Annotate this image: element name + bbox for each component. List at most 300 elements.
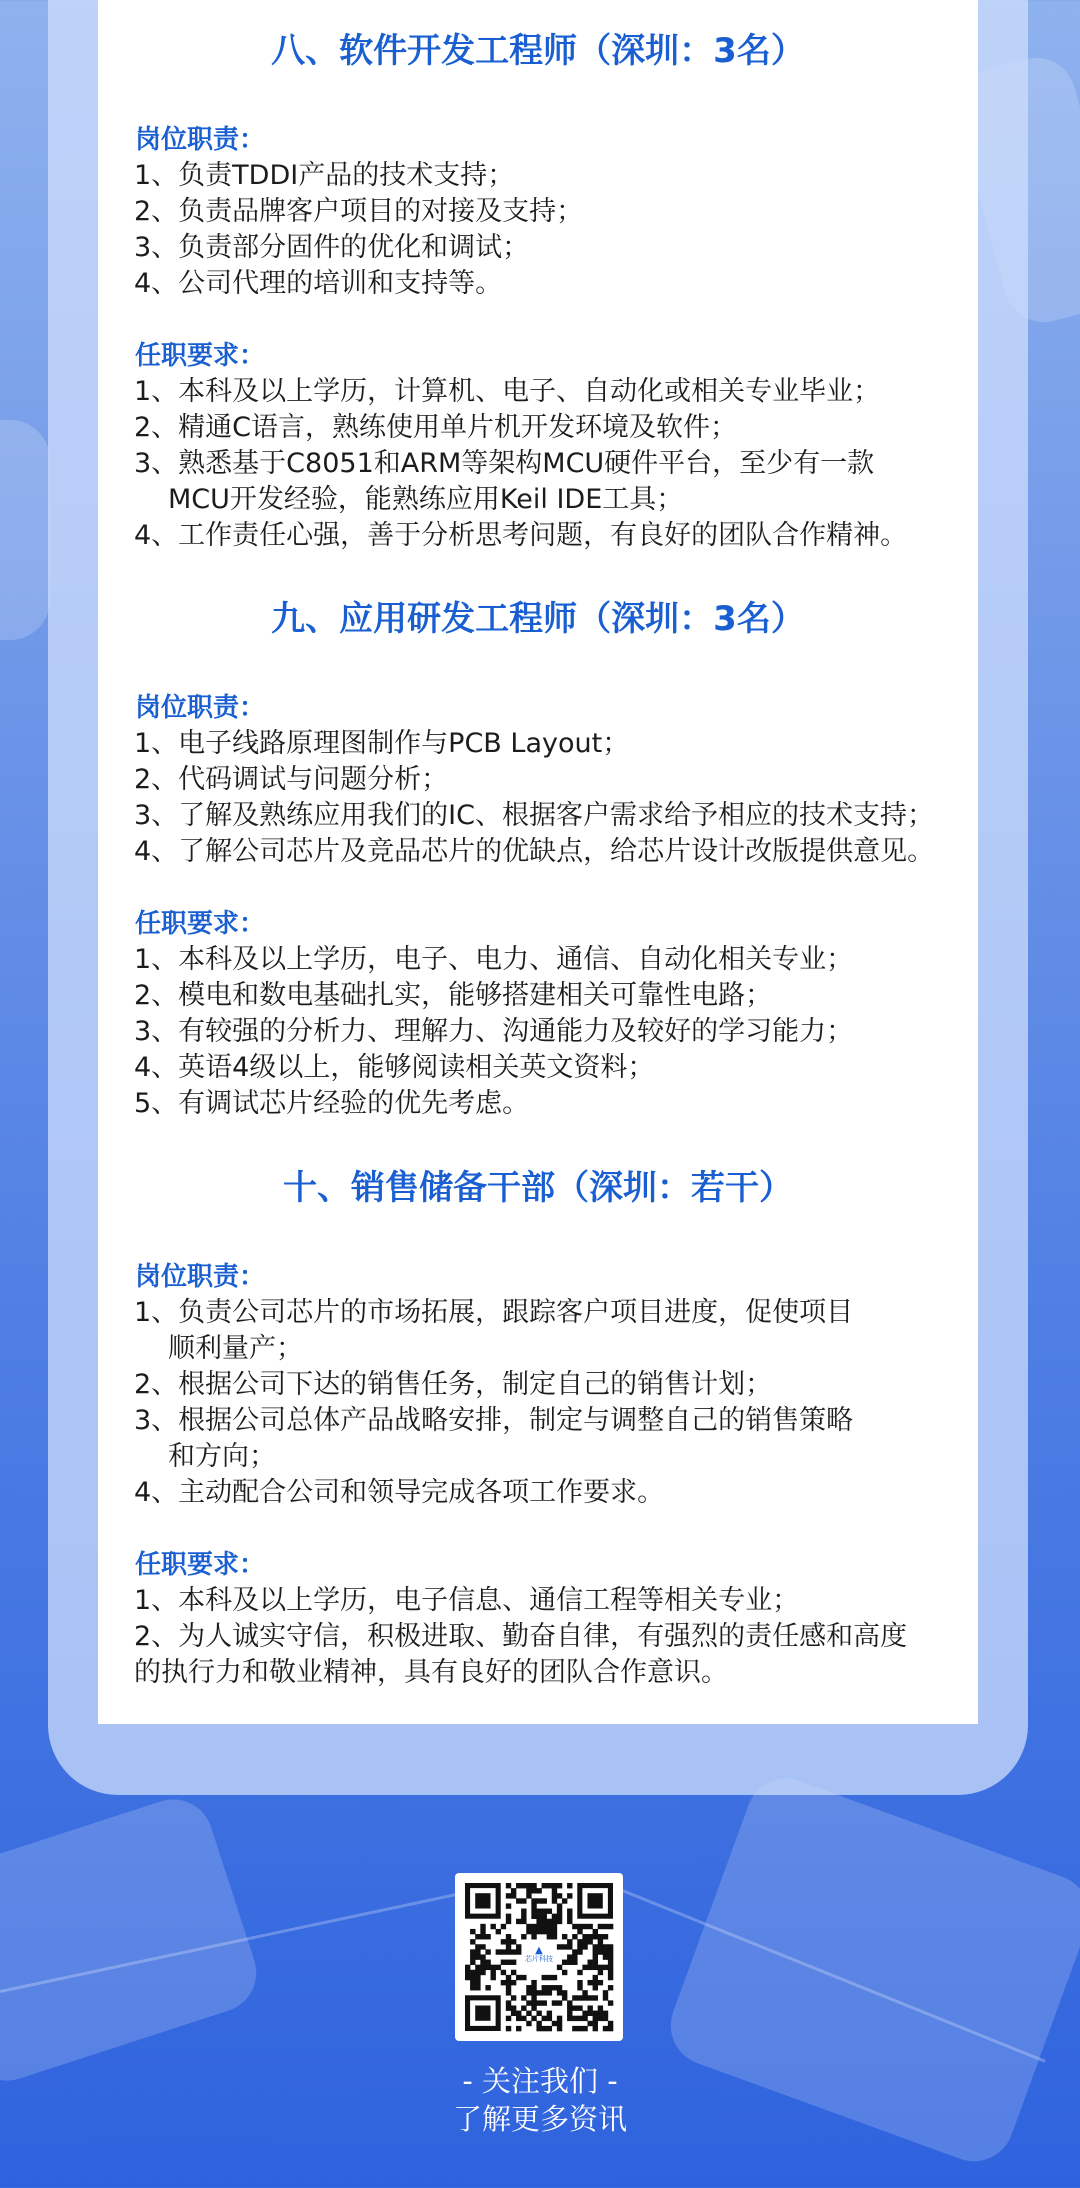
qr-module	[511, 1949, 516, 1954]
qr-module	[536, 2011, 541, 2016]
qr-module	[475, 1980, 480, 1985]
requirement-item: 3、熟悉基于C8051和ARM等架构MCU硬件平台，至少有一款	[134, 448, 875, 479]
qr-module	[557, 1893, 562, 1898]
qr-module	[608, 1985, 613, 1990]
qr-module	[485, 1934, 490, 1939]
qr-module	[531, 1898, 536, 1903]
qr-module	[577, 1970, 582, 1975]
qr-module	[531, 1934, 536, 1939]
qr-module	[485, 1949, 490, 1954]
duty-item: 1、负责TDDI产品的技术支持；	[134, 160, 515, 191]
qr-module	[572, 2016, 577, 2021]
qr-module	[536, 2000, 541, 2005]
qr-module	[526, 1893, 531, 1898]
qr-module	[536, 1898, 541, 1903]
qr-module	[470, 1985, 475, 1990]
qr-module	[557, 2016, 562, 2021]
qr-module	[521, 1898, 526, 1903]
qr-module	[542, 1975, 547, 1980]
job-section-sales-trainee	[98, 1163, 978, 1691]
qr-module	[536, 1888, 541, 1893]
qr-module	[582, 1924, 587, 1929]
qr-module	[511, 1980, 516, 1985]
qr-module	[506, 1960, 511, 1965]
qr-module	[567, 2011, 572, 2016]
qr-module	[593, 1960, 598, 1965]
qr-module	[552, 1929, 557, 1934]
qr-module	[547, 1929, 552, 1934]
qr-module	[542, 1898, 547, 1903]
qr-module	[603, 2016, 608, 2021]
qr-module	[608, 1970, 613, 1975]
qr-module	[552, 1883, 557, 1888]
duty-item-continued: 和方向；	[168, 1441, 276, 1472]
qr-module	[491, 1975, 496, 1980]
qr-module	[521, 1914, 526, 1919]
qr-module	[480, 1929, 485, 1934]
qr-module	[511, 1939, 516, 1944]
qr-module	[475, 1934, 480, 1939]
duty-item: 3、负责部分固件的优化和调试；	[134, 232, 530, 263]
qr-module	[521, 2005, 526, 2010]
qr-module	[516, 1898, 521, 1903]
qr-module	[475, 1944, 480, 1949]
qr-module	[536, 1919, 541, 1924]
qr-module	[593, 1954, 598, 1959]
duty-item: 4、了解公司芯片及竞品芯片的优缺点，给芯片设计改版提供意见。	[134, 836, 935, 867]
qr-module	[603, 2011, 608, 2016]
job-section-software-engineer	[98, 26, 978, 554]
qr-module	[491, 1965, 496, 1970]
qr-module	[531, 1909, 536, 1914]
qr-module	[547, 1990, 552, 1995]
qr-module	[511, 1960, 516, 1965]
qr-module	[593, 2021, 598, 2026]
qr-module	[577, 2016, 582, 2021]
qr-module	[547, 1934, 552, 1939]
qr-module	[577, 1985, 582, 1990]
qr-module	[603, 1924, 608, 1929]
qr-module	[475, 1949, 480, 1954]
qr-module	[608, 1960, 613, 1965]
qr-module	[542, 1990, 547, 1995]
qr-module	[531, 1980, 536, 1985]
qr-module	[480, 1944, 485, 1949]
qr-code-image	[455, 1873, 623, 2041]
qr-module	[603, 1995, 608, 2000]
qr-module	[501, 1970, 506, 1975]
qr-logo-mark: ▲	[535, 1945, 543, 1956]
qr-module	[506, 1939, 511, 1944]
qr-module	[470, 1939, 475, 1944]
qr-module	[542, 1924, 547, 1929]
qr-module	[506, 2000, 511, 2005]
qr-module	[557, 1944, 562, 1949]
qr-module	[572, 1954, 577, 1959]
requirement-item: 4、工作责任心强，善于分析思考问题，有良好的团队合作精神。	[134, 520, 908, 551]
qr-module	[603, 1944, 608, 1949]
qr-module	[572, 1934, 577, 1939]
qr-module	[567, 1914, 572, 1919]
qr-module	[567, 2016, 572, 2021]
qr-module	[593, 1995, 598, 2000]
job-listing-card	[98, 0, 978, 1724]
qr-module	[531, 1888, 536, 1893]
qr-module	[608, 2000, 613, 2005]
qr-module	[552, 2021, 557, 2026]
background-shape	[0, 420, 50, 640]
qr-module	[475, 1975, 480, 1980]
qr-module	[536, 1914, 541, 1919]
qr-module	[526, 1883, 531, 1888]
requirement-item: 2、为人诚实守信，积极进取、勤奋自律，有强烈的责任感和高度	[134, 1621, 908, 1652]
qr-module	[587, 1960, 592, 1965]
qr-module	[465, 1975, 470, 1980]
background-shape	[0, 1789, 267, 2091]
duties-label: 岗位职责：	[135, 1262, 266, 1292]
qr-module	[567, 1944, 572, 1949]
qr-module	[521, 1909, 526, 1914]
qr-module	[475, 1965, 480, 1970]
qr-module	[557, 1903, 562, 1908]
qr-module	[603, 1949, 608, 1954]
qr-module	[536, 2021, 541, 2026]
qr-module	[526, 1929, 531, 1934]
qr-code	[455, 1873, 623, 2041]
qr-module	[552, 1893, 557, 1898]
qr-module	[526, 1985, 531, 1990]
qr-module	[470, 1960, 475, 1965]
qr-module	[552, 1919, 557, 1924]
section-title: 十、销售储备干部（深圳：若干）	[283, 1168, 793, 1208]
qr-module	[577, 1929, 582, 1934]
qr-module	[465, 1970, 470, 1975]
requirement-item: 5、有调试芯片经验的优先考虑。	[134, 1088, 530, 1119]
requirement-item-continued: 的执行力和敬业精神，具有良好的团队合作意识。	[134, 1657, 728, 1688]
qr-finder	[587, 1893, 602, 1908]
qr-module	[521, 1975, 526, 1980]
qr-module	[577, 1995, 582, 2000]
qr-module	[567, 1939, 572, 1944]
requirements-label: 任职要求：	[135, 909, 266, 939]
qr-module	[552, 2000, 557, 2005]
qr-module	[572, 1995, 577, 2000]
qr-module	[593, 2026, 598, 2031]
qr-module	[501, 1980, 506, 1985]
qr-module	[552, 1924, 557, 1929]
duty-item: 2、负责品牌客户项目的对接及支持；	[134, 196, 584, 227]
qr-module	[567, 1954, 572, 1959]
section-title: 九、应用研发工程师（深圳：3名）	[271, 599, 805, 639]
qr-module	[557, 1985, 562, 1990]
qr-module	[608, 1924, 613, 1929]
qr-module	[506, 1934, 511, 1939]
qr-module	[562, 1934, 567, 1939]
qr-module	[516, 2026, 521, 2031]
qr-module	[521, 1883, 526, 1888]
duty-item: 4、主动配合公司和领导完成各项工作要求。	[134, 1477, 665, 1508]
qr-module	[572, 2005, 577, 2010]
qr-module	[603, 1954, 608, 1959]
qr-module	[562, 1944, 567, 1949]
qr-module	[582, 1965, 587, 1970]
qr-module	[562, 1970, 567, 1975]
qr-module	[491, 1970, 496, 1975]
qr-module	[587, 2005, 592, 2010]
qr-module	[531, 1985, 536, 1990]
qr-module	[511, 1995, 516, 2000]
qr-module	[577, 1939, 582, 1944]
qr-module	[572, 1960, 577, 1965]
qr-module	[470, 1954, 475, 1959]
qr-module	[542, 1914, 547, 1919]
qr-module	[593, 1975, 598, 1980]
qr-module	[582, 2016, 587, 2021]
qr-module	[526, 2021, 531, 2026]
qr-module	[598, 1980, 603, 1985]
qr-module	[542, 1883, 547, 1888]
qr-module	[582, 2011, 587, 2016]
qr-module	[531, 2000, 536, 2005]
qr-module	[603, 1990, 608, 1995]
qr-module	[511, 1888, 516, 1893]
qr-module	[598, 1965, 603, 1970]
qr-module	[577, 1980, 582, 1985]
qr-module	[536, 1990, 541, 1995]
qr-logo-text: 芯片科技	[525, 1955, 553, 1963]
qr-module	[598, 1944, 603, 1949]
qr-module	[593, 1980, 598, 1985]
qr-module	[480, 1960, 485, 1965]
qr-module	[582, 1990, 587, 1995]
qr-module	[491, 1924, 496, 1929]
qr-module	[587, 1980, 592, 1985]
qr-module	[516, 1944, 521, 1949]
qr-module	[475, 1970, 480, 1975]
qr-module	[557, 2026, 562, 2031]
qr-module	[603, 1965, 608, 1970]
qr-module	[577, 1949, 582, 1954]
qr-module	[480, 1954, 485, 1959]
qr-module	[587, 1965, 592, 1970]
qr-module	[608, 1965, 613, 1970]
qr-module	[587, 1995, 592, 2000]
qr-module	[526, 2000, 531, 2005]
job-section-application-engineer	[98, 594, 978, 1122]
qr-module	[506, 1944, 511, 1949]
qr-module	[547, 1919, 552, 1924]
qr-module	[485, 1985, 490, 1990]
qr-module	[480, 1970, 485, 1975]
qr-module	[562, 1995, 567, 2000]
qr-module	[475, 1985, 480, 1990]
requirements-label: 任职要求：	[135, 341, 266, 371]
qr-module	[572, 1949, 577, 1954]
qr-module	[547, 2011, 552, 2016]
duty-item-continued: 顺利量产；	[168, 1333, 303, 1364]
qr-finder	[475, 2005, 490, 2020]
requirement-item: 3、有较强的分析力、理解力、沟通能力及较好的学习能力；	[134, 1016, 854, 1047]
qr-module	[526, 1888, 531, 1893]
qr-module	[547, 1909, 552, 1914]
qr-module	[577, 2005, 582, 2010]
qr-module	[480, 1934, 485, 1939]
qr-module	[536, 2026, 541, 2031]
qr-module	[593, 2011, 598, 2016]
qr-module	[506, 1893, 511, 1898]
qr-module	[577, 1944, 582, 1949]
qr-module	[526, 1990, 531, 1995]
qr-module	[557, 1965, 562, 1970]
qr-module	[608, 2026, 613, 2031]
qr-module	[536, 1929, 541, 1934]
qr-module	[506, 1980, 511, 1985]
qr-module	[572, 2026, 577, 2031]
qr-module	[608, 1944, 613, 1949]
qr-module	[567, 1909, 572, 1914]
qr-module	[557, 1990, 562, 1995]
qr-module	[531, 1903, 536, 1908]
qr-module	[608, 2021, 613, 2026]
qr-module	[470, 1980, 475, 1985]
qr-module	[608, 1949, 613, 1954]
qr-module	[582, 1995, 587, 2000]
qr-module	[542, 2026, 547, 2031]
qr-module	[562, 1960, 567, 1965]
qr-module	[567, 1919, 572, 1924]
qr-module	[593, 1934, 598, 1939]
qr-module	[526, 2011, 531, 2016]
qr-module	[470, 1975, 475, 1980]
qr-module	[557, 1883, 562, 1888]
qr-module	[572, 1924, 577, 1929]
qr-module	[598, 2005, 603, 2010]
qr-module	[485, 1960, 490, 1965]
qr-module	[567, 1893, 572, 1898]
qr-module	[587, 1939, 592, 1944]
duties-label: 岗位职责：	[135, 693, 266, 723]
qr-module	[547, 1975, 552, 1980]
qr-module	[562, 1990, 567, 1995]
qr-module	[552, 1985, 557, 1990]
qr-module	[567, 2000, 572, 2005]
qr-module	[470, 1929, 475, 1934]
qr-module	[598, 1924, 603, 1929]
qr-module	[536, 1924, 541, 1929]
qr-module	[598, 1970, 603, 1975]
requirement-item: 1、本科及以上学历，计算机、电子、自动化或相关专业毕业；	[134, 376, 881, 407]
qr-module	[542, 1919, 547, 1924]
qr-module	[598, 2016, 603, 2021]
qr-module	[547, 2016, 552, 2021]
qr-module	[521, 2016, 526, 2021]
qr-module	[567, 1960, 572, 1965]
qr-module	[557, 2000, 562, 2005]
qr-module	[587, 1924, 592, 1929]
qr-module	[506, 2026, 511, 2031]
qr-module	[531, 1990, 536, 1995]
qr-module	[603, 2026, 608, 2031]
qr-module	[501, 1960, 506, 1965]
qr-module	[531, 2016, 536, 2021]
qr-module	[593, 1944, 598, 1949]
qr-module	[506, 1949, 511, 1954]
qr-module	[501, 1924, 506, 1929]
qr-module	[496, 1965, 501, 1970]
qr-module	[542, 2016, 547, 2021]
qr-module	[542, 1909, 547, 1914]
qr-module	[598, 1949, 603, 1954]
requirement-item: 1、本科及以上学历，电子、电力、通信、自动化相关专业；	[134, 944, 854, 975]
requirements-label: 任职要求：	[135, 1550, 266, 1580]
qr-module	[511, 2011, 516, 2016]
qr-module	[598, 1934, 603, 1939]
qr-module	[552, 1888, 557, 1893]
duty-item: 1、负责公司芯片的市场拓展，跟踪客户项目进度，促使项目	[134, 1297, 854, 1328]
qr-module	[501, 1939, 506, 1944]
qr-module	[506, 1914, 511, 1919]
duty-item: 2、根据公司下达的销售任务，制定自己的销售计划；	[134, 1369, 773, 1400]
qr-module	[465, 1965, 470, 1970]
qr-module	[516, 1883, 521, 1888]
qr-module	[475, 1954, 480, 1959]
qr-module	[557, 1909, 562, 1914]
qr-module	[608, 1975, 613, 1980]
qr-module	[552, 1975, 557, 1980]
qr-module	[608, 1954, 613, 1959]
qr-module	[547, 1985, 552, 1990]
qr-module	[516, 1949, 521, 1954]
qr-module	[485, 1965, 490, 1970]
qr-module	[470, 1970, 475, 1975]
qr-module	[531, 1995, 536, 2000]
learn-more-text: 了解更多资讯	[452, 2102, 627, 2136]
qr-module	[557, 1919, 562, 1924]
qr-module	[511, 1970, 516, 1975]
qr-module	[506, 1919, 511, 1924]
qr-module	[593, 1985, 598, 1990]
qr-module	[557, 2021, 562, 2026]
qr-module	[593, 2016, 598, 2021]
requirement-item: 1、本科及以上学历，电子信息、通信工程等相关专业；	[134, 1585, 800, 1616]
qr-module	[521, 1995, 526, 2000]
qr-module	[542, 2000, 547, 2005]
qr-module	[587, 2011, 592, 2016]
qr-module	[506, 1903, 511, 1908]
qr-module	[593, 1949, 598, 1954]
qr-module	[547, 1924, 552, 1929]
requirement-item: 2、模电和数电基础扎实，能够搭建相关可靠性电路；	[134, 980, 773, 1011]
section-title: 八、软件开发工程师（深圳：3名）	[271, 31, 805, 71]
qr-module	[587, 1934, 592, 1939]
duty-item: 2、代码调试与问题分析；	[134, 764, 449, 795]
follow-us-text: - 关注我们 -	[462, 2064, 618, 2098]
qr-module	[511, 1893, 516, 1898]
qr-module	[587, 2021, 592, 2026]
duty-item: 3、了解及熟练应用我们的IC、根据客户需求给予相应的技术支持；	[134, 800, 934, 831]
qr-module	[582, 2026, 587, 2031]
qr-module	[567, 2005, 572, 2010]
duties-label: 岗位职责：	[135, 125, 266, 155]
qr-module	[511, 2005, 516, 2010]
qr-module	[496, 1949, 501, 1954]
qr-module	[531, 1929, 536, 1934]
qr-module	[557, 1914, 562, 1919]
qr-module	[536, 1909, 541, 1914]
qr-module	[598, 1939, 603, 1944]
qr-module	[531, 2005, 536, 2010]
qr-module	[531, 1914, 536, 1919]
